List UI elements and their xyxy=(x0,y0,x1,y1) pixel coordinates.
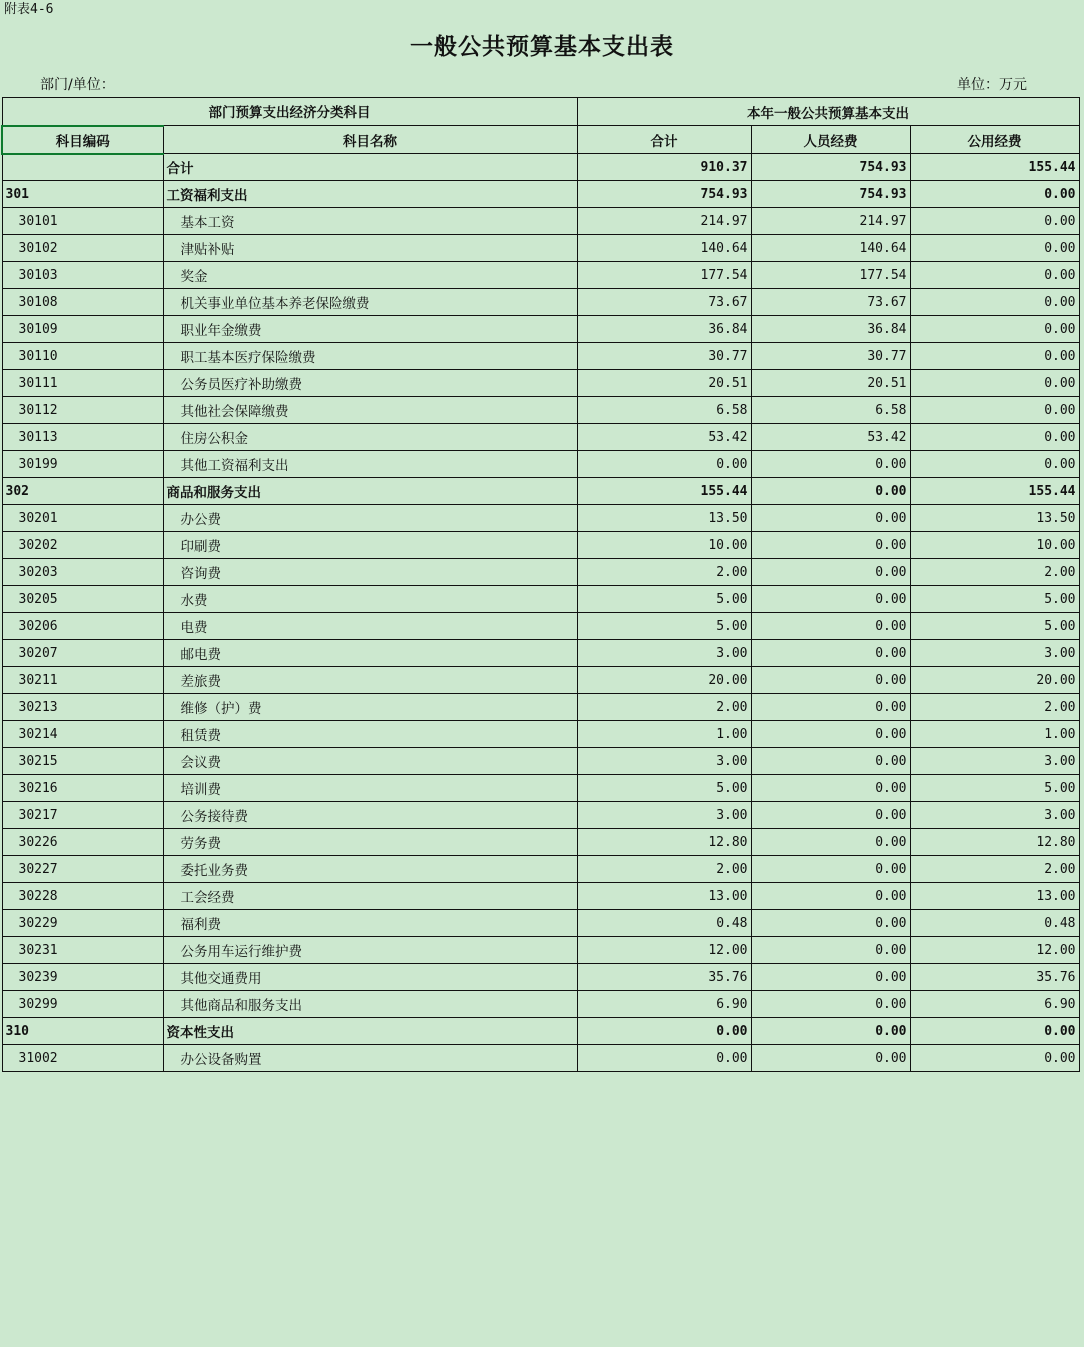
cell-personnel[interactable]: 0.00 xyxy=(751,883,910,910)
cell-code[interactable]: 30215 xyxy=(2,748,163,775)
cell-code[interactable]: 30108 xyxy=(2,289,163,316)
table-row[interactable] xyxy=(2,856,1079,883)
column-header-row xyxy=(2,126,1079,154)
header-personnel[interactable]: 人员经费 xyxy=(751,126,910,154)
table-row[interactable] xyxy=(2,1018,1079,1045)
cell-personnel[interactable]: 0.00 xyxy=(751,856,910,883)
table-row[interactable] xyxy=(2,802,1079,829)
cell-code[interactable]: 30227 xyxy=(2,856,163,883)
cell-code[interactable]: 30110 xyxy=(2,343,163,370)
cell-total[interactable]: 214.97 xyxy=(577,208,751,235)
cell-personnel[interactable]: 0.00 xyxy=(751,964,910,991)
cell-name[interactable]: 电费 xyxy=(163,613,577,640)
cell-public[interactable]: 5.00 xyxy=(910,586,1079,613)
cell-name[interactable]: 其他社会保障缴费 xyxy=(163,397,577,424)
cell-name[interactable]: 会议费 xyxy=(163,748,577,775)
cell-name[interactable]: 咨询费 xyxy=(163,559,577,586)
cell-name[interactable]: 差旅费 xyxy=(163,667,577,694)
cell-total[interactable]: 30.77 xyxy=(577,343,751,370)
cell-total[interactable]: 3.00 xyxy=(577,640,751,667)
cell-code[interactable]: 30113 xyxy=(2,424,163,451)
cell-public[interactable]: 0.00 xyxy=(910,397,1079,424)
cell-total[interactable]: 5.00 xyxy=(577,775,751,802)
cell-name[interactable]: 其他交通费用 xyxy=(163,964,577,991)
cell-public[interactable]: 12.80 xyxy=(910,829,1079,856)
cell-total[interactable]: 6.58 xyxy=(577,397,751,424)
cell-personnel[interactable]: 20.51 xyxy=(751,370,910,397)
table-row[interactable] xyxy=(2,937,1079,964)
cell-personnel[interactable]: 0.00 xyxy=(751,667,910,694)
cell-code[interactable]: 310 xyxy=(2,1018,163,1045)
cell-name[interactable]: 基本工资 xyxy=(163,208,577,235)
cell-personnel[interactable]: 30.77 xyxy=(751,343,910,370)
cell-public[interactable]: 155.44 xyxy=(910,478,1079,505)
department-label: 部门/单位： xyxy=(40,77,115,93)
cell-name[interactable]: 奖金 xyxy=(163,262,577,289)
cell-total[interactable]: 5.00 xyxy=(577,586,751,613)
table-row[interactable] xyxy=(2,586,1079,613)
table-row[interactable] xyxy=(2,154,1079,181)
cell-name[interactable]: 租赁费 xyxy=(163,721,577,748)
cell-code[interactable]: 30205 xyxy=(2,586,163,613)
cell-personnel[interactable]: 0.00 xyxy=(751,991,910,1018)
cell-total[interactable]: 3.00 xyxy=(577,802,751,829)
cell-public[interactable]: 3.00 xyxy=(910,802,1079,829)
table-row[interactable] xyxy=(2,694,1079,721)
cell-name[interactable]: 其他工资福利支出 xyxy=(163,451,577,478)
cell-personnel[interactable]: 53.42 xyxy=(751,424,910,451)
cell-total[interactable]: 0.00 xyxy=(577,1045,751,1072)
cell-code[interactable]: 30216 xyxy=(2,775,163,802)
cell-personnel[interactable]: 754.93 xyxy=(751,181,910,208)
cell-public[interactable]: 13.50 xyxy=(910,505,1079,532)
cell-public[interactable]: 20.00 xyxy=(910,667,1079,694)
cell-personnel[interactable]: 140.64 xyxy=(751,235,910,262)
cell-total[interactable]: 53.42 xyxy=(577,424,751,451)
cell-total[interactable]: 12.80 xyxy=(577,829,751,856)
budget-expenditure-table xyxy=(1,97,1080,1072)
cell-public[interactable]: 10.00 xyxy=(910,532,1079,559)
cell-name[interactable]: 住房公积金 xyxy=(163,424,577,451)
page-title: 一般公共预算基本支出表 xyxy=(410,33,674,60)
table-row[interactable] xyxy=(2,829,1079,856)
cell-public[interactable]: 2.00 xyxy=(910,559,1079,586)
cell-personnel[interactable]: 0.00 xyxy=(751,910,910,937)
cell-personnel[interactable]: 0.00 xyxy=(751,829,910,856)
cell-personnel[interactable]: 0.00 xyxy=(751,505,910,532)
cell-name[interactable]: 工会经费 xyxy=(163,883,577,910)
cell-name[interactable]: 培训费 xyxy=(163,775,577,802)
table-number-note: 附表4-6 xyxy=(4,2,54,17)
cell-total[interactable]: 910.37 xyxy=(577,154,751,181)
table-row[interactable] xyxy=(2,640,1079,667)
table-header xyxy=(2,98,1079,154)
cell-personnel[interactable]: 754.93 xyxy=(751,154,910,181)
cell-name[interactable]: 邮电费 xyxy=(163,640,577,667)
cell-code[interactable]: 301 xyxy=(2,181,163,208)
cell-personnel[interactable]: 0.00 xyxy=(751,937,910,964)
cell-public[interactable]: 0.00 xyxy=(910,370,1079,397)
cell-personnel[interactable]: 0.00 xyxy=(751,613,910,640)
table-row[interactable] xyxy=(2,343,1079,370)
table-row[interactable] xyxy=(2,532,1079,559)
cell-name[interactable]: 津贴补贴 xyxy=(163,235,577,262)
cell-total[interactable]: 1.00 xyxy=(577,721,751,748)
cell-code[interactable]: 30111 xyxy=(2,370,163,397)
cell-name[interactable]: 劳务费 xyxy=(163,829,577,856)
cell-code[interactable] xyxy=(2,154,163,181)
table-row[interactable] xyxy=(2,910,1079,937)
cell-public[interactable]: 0.00 xyxy=(910,343,1079,370)
cell-code[interactable]: 302 xyxy=(2,478,163,505)
cell-name[interactable]: 水费 xyxy=(163,586,577,613)
cell-total[interactable]: 0.48 xyxy=(577,910,751,937)
cell-public[interactable]: 0.00 xyxy=(910,424,1079,451)
cell-total[interactable]: 5.00 xyxy=(577,613,751,640)
table-body xyxy=(2,154,1079,1072)
cell-personnel[interactable]: 0.00 xyxy=(751,1045,910,1072)
cell-name[interactable]: 办公设备购置 xyxy=(163,1045,577,1072)
table-row[interactable] xyxy=(2,505,1079,532)
cell-public[interactable]: 0.00 xyxy=(910,262,1079,289)
cell-code[interactable]: 30206 xyxy=(2,613,163,640)
cell-code[interactable]: 30109 xyxy=(2,316,163,343)
table-row[interactable] xyxy=(2,451,1079,478)
table-row[interactable] xyxy=(2,262,1079,289)
cell-public[interactable]: 0.00 xyxy=(910,1045,1079,1072)
table-row[interactable] xyxy=(2,289,1079,316)
header-public[interactable]: 公用经费 xyxy=(910,126,1079,154)
cell-public[interactable]: 2.00 xyxy=(910,694,1079,721)
cell-public[interactable]: 1.00 xyxy=(910,721,1079,748)
cell-public[interactable]: 0.00 xyxy=(910,235,1079,262)
cell-name[interactable]: 维修（护）费 xyxy=(163,694,577,721)
cell-name[interactable]: 资本性支出 xyxy=(163,1018,577,1045)
table-row[interactable] xyxy=(2,370,1079,397)
cell-personnel[interactable]: 0.00 xyxy=(751,451,910,478)
cell-code[interactable]: 30239 xyxy=(2,964,163,991)
cell-personnel[interactable]: 6.58 xyxy=(751,397,910,424)
table-row[interactable] xyxy=(2,208,1079,235)
cell-personnel[interactable]: 177.54 xyxy=(751,262,910,289)
cell-personnel[interactable]: 0.00 xyxy=(751,775,910,802)
cell-code[interactable]: 30299 xyxy=(2,991,163,1018)
cell-public[interactable]: 0.48 xyxy=(910,910,1079,937)
cell-name[interactable]: 公务用车运行维护费 xyxy=(163,937,577,964)
table-row[interactable] xyxy=(2,721,1079,748)
table-row[interactable] xyxy=(2,748,1079,775)
table-row[interactable] xyxy=(2,964,1079,991)
cell-personnel[interactable]: 0.00 xyxy=(751,586,910,613)
table-row[interactable] xyxy=(2,613,1079,640)
cell-total[interactable]: 3.00 xyxy=(577,748,751,775)
cell-total[interactable]: 6.90 xyxy=(577,991,751,1018)
cell-personnel[interactable]: 36.84 xyxy=(751,316,910,343)
cell-total[interactable]: 155.44 xyxy=(577,478,751,505)
cell-public[interactable]: 2.00 xyxy=(910,856,1079,883)
cell-public[interactable]: 0.00 xyxy=(910,181,1079,208)
cell-code[interactable]: 30201 xyxy=(2,505,163,532)
cell-total[interactable]: 0.00 xyxy=(577,1018,751,1045)
cell-code[interactable]: 30226 xyxy=(2,829,163,856)
cell-public[interactable]: 3.00 xyxy=(910,640,1079,667)
cell-code[interactable]: 30213 xyxy=(2,694,163,721)
table-row[interactable] xyxy=(2,316,1079,343)
cell-name[interactable]: 公务接待费 xyxy=(163,802,577,829)
cell-personnel[interactable]: 0.00 xyxy=(751,532,910,559)
cell-name[interactable]: 公务员医疗补助缴费 xyxy=(163,370,577,397)
cell-public[interactable]: 0.00 xyxy=(910,316,1079,343)
cell-personnel[interactable]: 0.00 xyxy=(751,1018,910,1045)
table-row[interactable] xyxy=(2,667,1079,694)
table-row[interactable] xyxy=(2,991,1079,1018)
cell-code[interactable]: 30101 xyxy=(2,208,163,235)
cell-total[interactable]: 2.00 xyxy=(577,559,751,586)
cell-personnel[interactable]: 0.00 xyxy=(751,559,910,586)
cell-code[interactable]: 30202 xyxy=(2,532,163,559)
cell-personnel[interactable]: 0.00 xyxy=(751,721,910,748)
cell-personnel[interactable]: 0.00 xyxy=(751,748,910,775)
cell-code[interactable]: 30211 xyxy=(2,667,163,694)
cell-public[interactable]: 5.00 xyxy=(910,613,1079,640)
cell-total[interactable]: 36.84 xyxy=(577,316,751,343)
table-row[interactable] xyxy=(2,883,1079,910)
table-row[interactable] xyxy=(2,559,1079,586)
cell-personnel[interactable]: 0.00 xyxy=(751,478,910,505)
cell-public[interactable]: 0.00 xyxy=(910,1018,1079,1045)
cell-name[interactable]: 其他商品和服务支出 xyxy=(163,991,577,1018)
cell-total[interactable]: 13.00 xyxy=(577,883,751,910)
unit-label: 单位：万元 xyxy=(957,77,1027,93)
cell-total[interactable]: 0.00 xyxy=(577,451,751,478)
cell-personnel[interactable]: 214.97 xyxy=(751,208,910,235)
cell-name[interactable]: 办公费 xyxy=(163,505,577,532)
cell-code[interactable]: 30207 xyxy=(2,640,163,667)
cell-total[interactable]: 12.00 xyxy=(577,937,751,964)
cell-name[interactable]: 工资福利支出 xyxy=(163,181,577,208)
header-current-year: 本年一般公共预算基本支出 xyxy=(577,98,1079,126)
cell-total[interactable]: 754.93 xyxy=(577,181,751,208)
cell-name[interactable]: 印刷费 xyxy=(163,532,577,559)
cell-total[interactable]: 10.00 xyxy=(577,532,751,559)
cell-public[interactable]: 155.44 xyxy=(910,154,1079,181)
cell-personnel[interactable]: 0.00 xyxy=(751,694,910,721)
cell-code[interactable]: 31002 xyxy=(2,1045,163,1072)
cell-public[interactable]: 0.00 xyxy=(910,208,1079,235)
cell-code[interactable]: 30102 xyxy=(2,235,163,262)
header-total[interactable]: 合计 xyxy=(577,126,751,154)
cell-name[interactable]: 委托业务费 xyxy=(163,856,577,883)
header-code[interactable]: 科目编码 xyxy=(2,126,163,154)
cell-code[interactable]: 30103 xyxy=(2,262,163,289)
table-row[interactable] xyxy=(2,235,1079,262)
cell-name[interactable]: 职业年金缴费 xyxy=(163,316,577,343)
cell-total[interactable]: 2.00 xyxy=(577,856,751,883)
cell-code[interactable]: 30217 xyxy=(2,802,163,829)
cell-name[interactable]: 机关事业单位基本养老保险缴费 xyxy=(163,289,577,316)
cell-total[interactable]: 177.54 xyxy=(577,262,751,289)
cell-personnel[interactable]: 73.67 xyxy=(751,289,910,316)
cell-public[interactable]: 6.90 xyxy=(910,991,1079,1018)
table-row[interactable] xyxy=(2,181,1079,208)
table-row[interactable] xyxy=(2,1045,1079,1072)
cell-public[interactable]: 0.00 xyxy=(910,451,1079,478)
cell-public[interactable]: 35.76 xyxy=(910,964,1079,991)
cell-total[interactable]: 20.51 xyxy=(577,370,751,397)
cell-public[interactable]: 3.00 xyxy=(910,748,1079,775)
cell-code[interactable]: 30231 xyxy=(2,937,163,964)
group-header-row xyxy=(2,98,1079,126)
cell-personnel[interactable]: 0.00 xyxy=(751,802,910,829)
cell-code[interactable]: 30112 xyxy=(2,397,163,424)
header-classification: 部门预算支出经济分类科目 xyxy=(2,98,577,126)
cell-total[interactable]: 73.67 xyxy=(577,289,751,316)
header-name[interactable]: 科目名称 xyxy=(163,126,577,154)
table-row[interactable] xyxy=(2,397,1079,424)
cell-public[interactable]: 12.00 xyxy=(910,937,1079,964)
cell-public[interactable]: 0.00 xyxy=(910,289,1079,316)
cell-name[interactable]: 福利费 xyxy=(163,910,577,937)
table-row[interactable] xyxy=(2,424,1079,451)
cell-code[interactable]: 30229 xyxy=(2,910,163,937)
cell-name[interactable]: 职工基本医疗保险缴费 xyxy=(163,343,577,370)
cell-total[interactable]: 140.64 xyxy=(577,235,751,262)
cell-code[interactable]: 30203 xyxy=(2,559,163,586)
cell-personnel[interactable]: 0.00 xyxy=(751,640,910,667)
cell-total[interactable]: 35.76 xyxy=(577,964,751,991)
table-row[interactable] xyxy=(2,775,1079,802)
cell-name[interactable]: 商品和服务支出 xyxy=(163,478,577,505)
cell-total[interactable]: 13.50 xyxy=(577,505,751,532)
cell-total[interactable]: 2.00 xyxy=(577,694,751,721)
table-row[interactable] xyxy=(2,478,1079,505)
cell-public[interactable]: 5.00 xyxy=(910,775,1079,802)
cell-public[interactable]: 13.00 xyxy=(910,883,1079,910)
cell-code[interactable]: 30214 xyxy=(2,721,163,748)
cell-name[interactable]: 合计 xyxy=(163,154,577,181)
cell-code[interactable]: 30199 xyxy=(2,451,163,478)
cell-code[interactable]: 30228 xyxy=(2,883,163,910)
cell-total[interactable]: 20.00 xyxy=(577,667,751,694)
